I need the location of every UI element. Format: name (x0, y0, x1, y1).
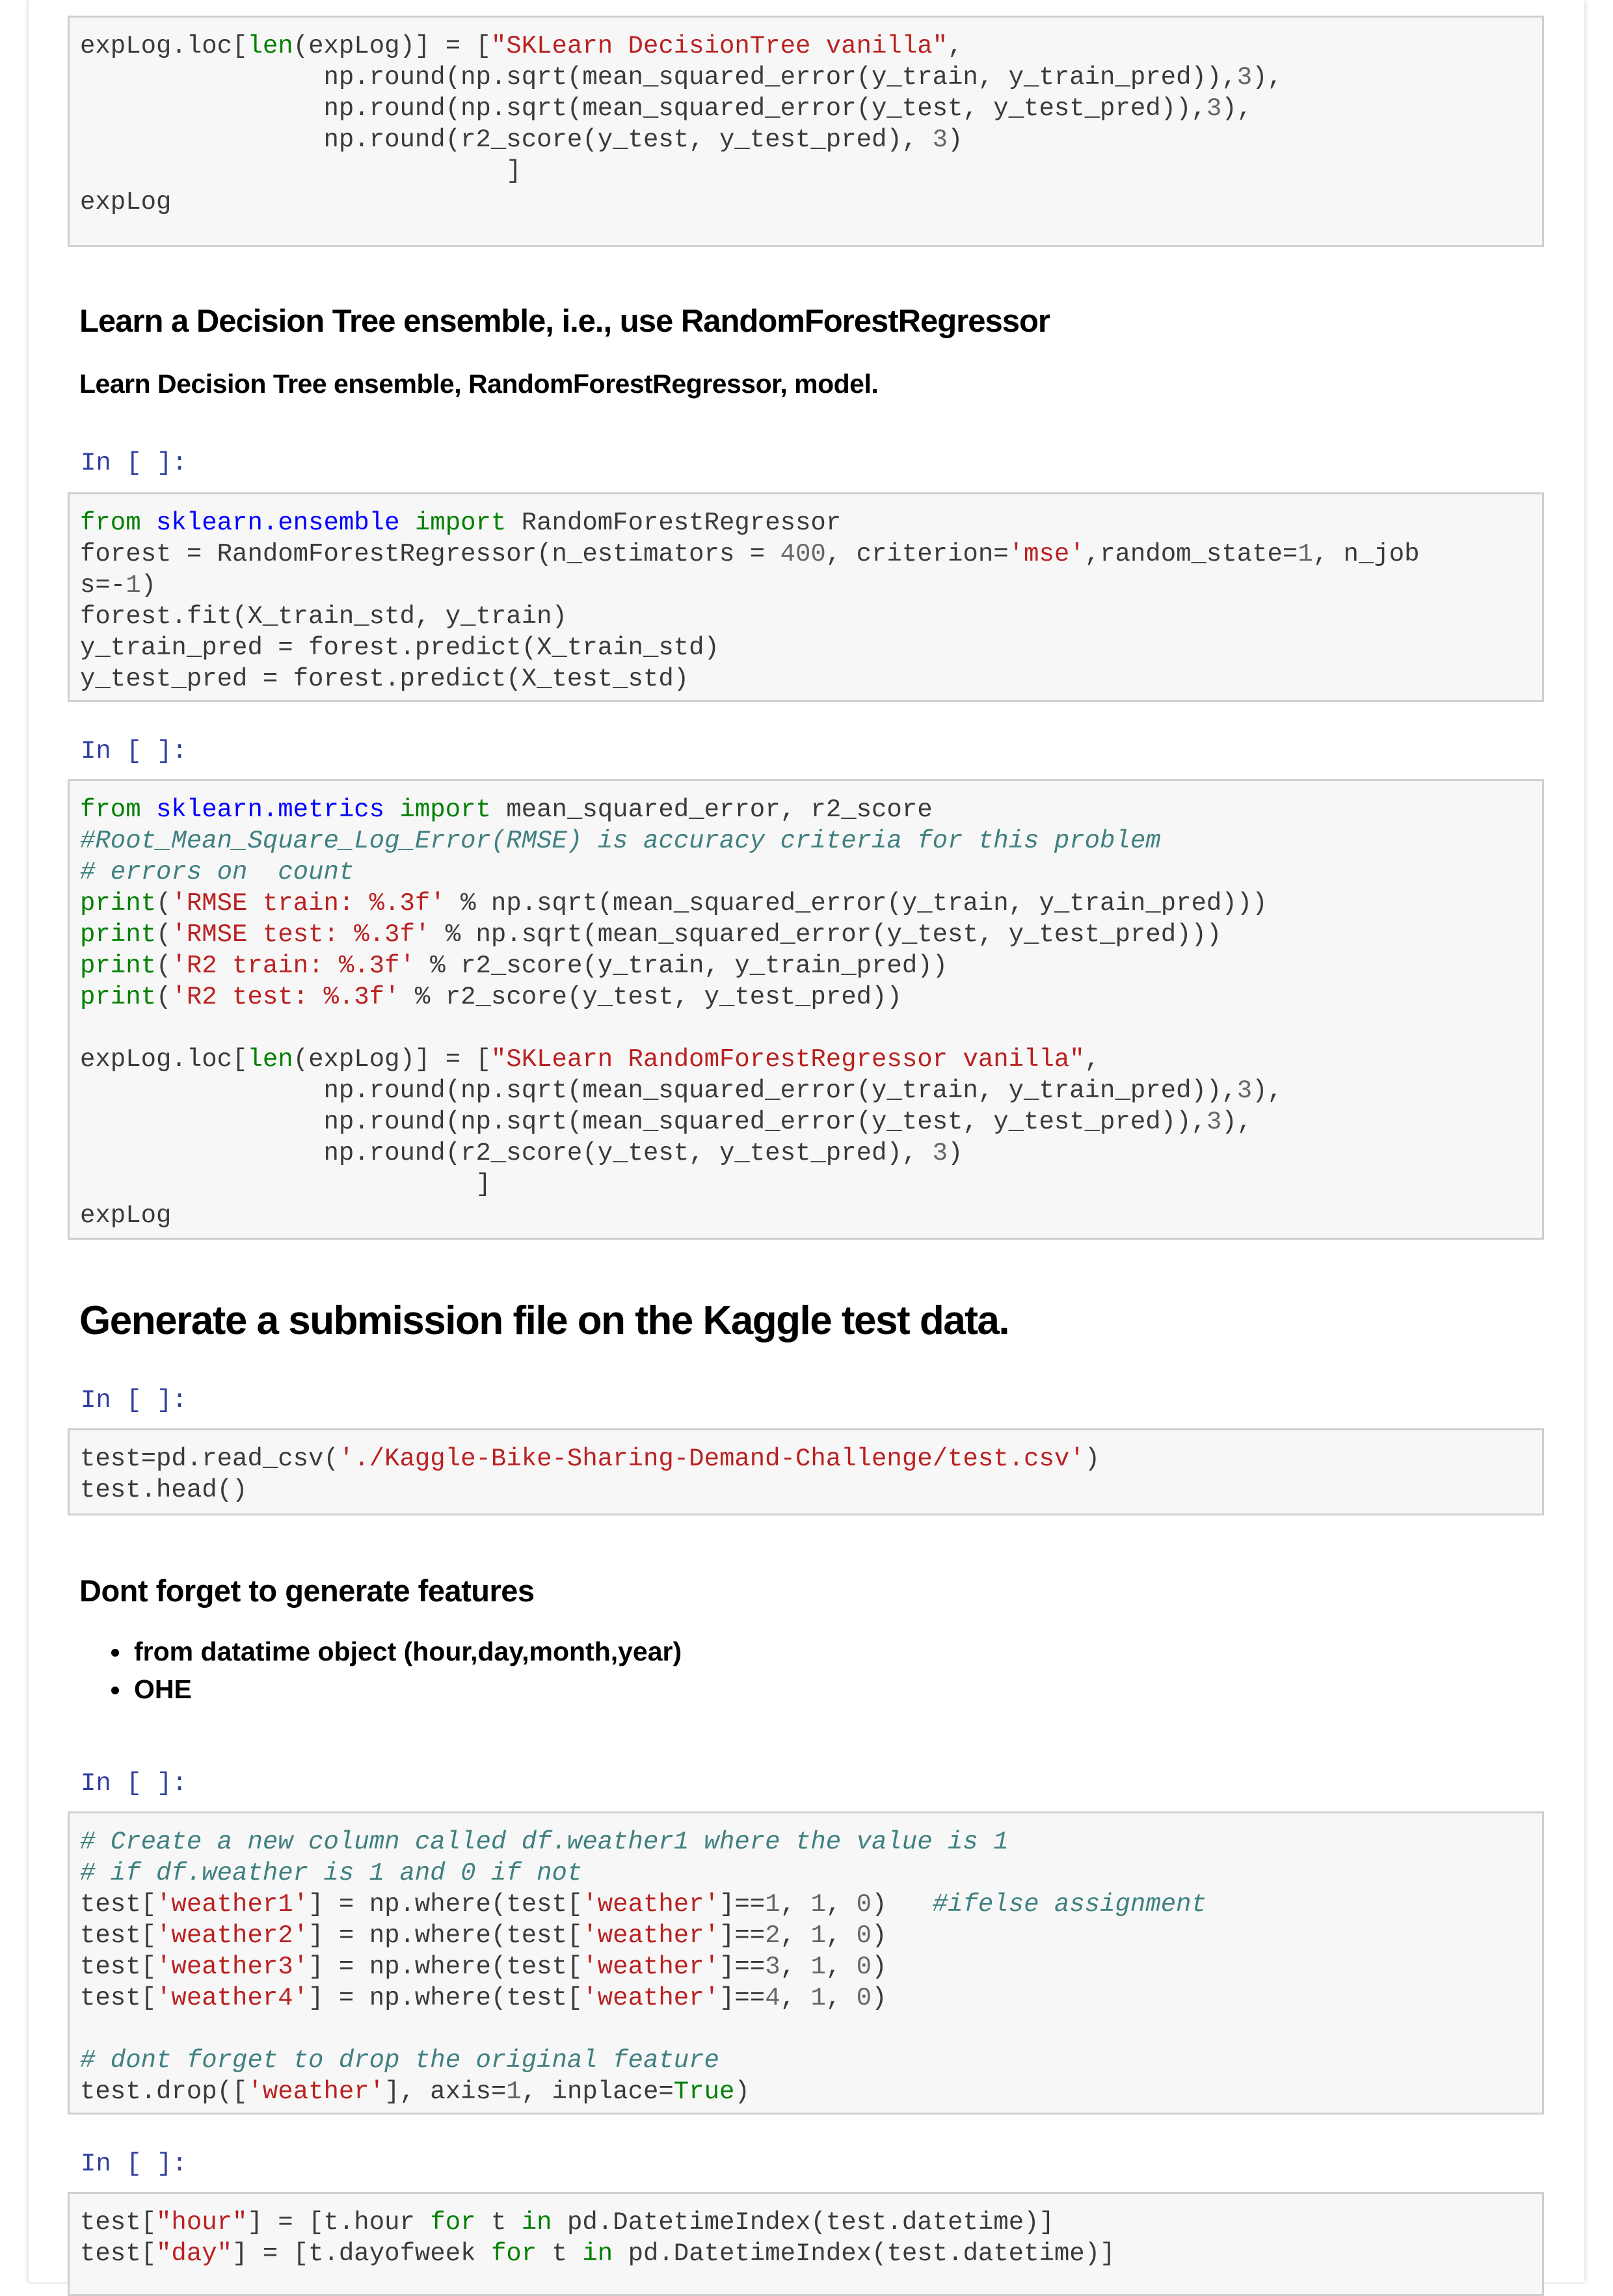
code-keyword: for (430, 2208, 476, 2237)
code-string: 'weather2' (156, 1921, 309, 1950)
code-text: t (475, 2208, 522, 2237)
code-text: ] = np.where(test[ (308, 1921, 583, 1950)
code-text: forest.fit(X_train_std, y_train) (80, 602, 567, 631)
code-number: 3 (1236, 63, 1253, 92)
code-text: ) (1084, 1445, 1100, 1473)
code-text: ), (1221, 1108, 1253, 1136)
code-comment: # errors on count (80, 858, 354, 887)
code-number: 1 (1298, 540, 1313, 568)
feature-list (79, 1633, 682, 1708)
code-text: y_train_pred = forest.predict(X_train_std) (80, 634, 719, 662)
code-number: 4 (765, 1984, 780, 2012)
code-number: 0 (856, 1921, 872, 1950)
code-string: 'weather' (247, 2077, 385, 2106)
code-text: np.round(np.sqrt(mean_squared_error(y_train, y_train_pred)), (80, 1076, 1237, 1105)
heading-random-forest: Learn a Decision Tree ensemble, i.e., use RandomForestRegressor (79, 304, 1050, 339)
code-number: 3 (1206, 1108, 1222, 1136)
code-number: 400 (780, 540, 826, 568)
code-string: "SKLearn RandomForestRegressor vanilla" (490, 1045, 1085, 1074)
code-line (80, 188, 171, 217)
code-text: s=- (80, 571, 126, 600)
code-text (141, 795, 156, 824)
code-line (80, 509, 841, 537)
code-number: 1 (126, 571, 141, 600)
input-prompt: In [ ]: (81, 1769, 187, 1798)
code-text (400, 509, 415, 537)
code-text: ) (872, 1921, 887, 1950)
code-line (80, 2046, 719, 2075)
code-text: ) (872, 1890, 933, 1919)
code-text: ( (156, 983, 172, 1011)
code-text: ] (80, 1170, 491, 1199)
code-editor[interactable] (80, 1443, 1532, 1506)
code-comment: # dont forget to drop the original feature (80, 2046, 719, 2075)
code-text: test.head() (80, 1476, 248, 1504)
code-text: ), (1252, 1076, 1283, 1105)
code-text: pd.DatetimeIndex(test.datetime)] (552, 2208, 1054, 2237)
list-item: • from datatime object (hour,day,month,year) (131, 1633, 682, 1670)
code-text: test[ (80, 1921, 157, 1950)
code-text: , (825, 1953, 857, 1981)
code-string: 'weather4' (156, 1984, 309, 2012)
code-line (80, 889, 1268, 918)
code-string: 'weather' (582, 1953, 719, 1981)
code-text: ( (156, 920, 172, 949)
code-line (80, 1076, 1283, 1105)
input-prompt: In [ ]: (81, 1386, 187, 1415)
code-text: test[ (80, 1890, 157, 1919)
code-text: , criterion= (825, 540, 1009, 568)
code-line (80, 1139, 963, 1168)
code-line (80, 1201, 171, 1230)
subheading-random-forest: Learn Decision Tree ensemble, RandomForestRegressor, model. (79, 369, 879, 399)
code-text: expLog.loc[ (80, 32, 248, 60)
code-text: , (948, 32, 963, 60)
code-line (80, 602, 567, 631)
code-text: test.drop([ (80, 2077, 248, 2106)
code-line (80, 983, 902, 1011)
code-line (80, 540, 1420, 568)
code-text: , (825, 1921, 857, 1950)
code-text: np.round(np.sqrt(mean_squared_error(y_train, y_train_pred)), (80, 63, 1237, 92)
code-number: 3 (765, 1953, 780, 1981)
code-namespace: sklearn.ensemble (156, 509, 400, 537)
code-number: 1 (810, 1953, 826, 1981)
code-text: test[ (80, 2208, 157, 2237)
code-text: RandomForestRegressor (506, 509, 842, 537)
code-text: % r2_score(y_test, y_test_pred)) (399, 983, 902, 1011)
input-prompt: In [ ]: (81, 449, 187, 477)
code-text: % r2_score(y_train, y_train_pred)) (414, 952, 948, 980)
input-prompt: In [ ]: (81, 2150, 187, 2178)
code-text: pd.DatetimeIndex(test.datetime)] (613, 2239, 1115, 2268)
code-line (80, 1921, 886, 1950)
code-text: ) (734, 2077, 750, 2106)
code-cell-weather-ohe[interactable] (68, 1811, 1544, 2115)
code-comment: #Root_Mean_Square_Log_Error(RMSE) is accuracy criteria for this problem (80, 827, 1161, 855)
code-line (80, 126, 963, 154)
code-line (80, 1953, 886, 1981)
notebook-page (29, 0, 1584, 2282)
code-line (80, 1445, 1100, 1473)
code-text: ]== (719, 1953, 766, 1981)
code-text: ) (872, 1984, 887, 2012)
code-text: ( (156, 889, 172, 918)
code-text: , (780, 1921, 811, 1950)
code-number: 0 (856, 1953, 872, 1981)
code-number: 2 (765, 1921, 780, 1950)
list-item: • OHE (131, 1670, 682, 1708)
input-prompt: In [ ]: (81, 737, 187, 766)
code-cell-datetime-features[interactable] (68, 2192, 1544, 2296)
code-text (141, 509, 156, 537)
code-text: expLog (80, 1201, 172, 1230)
code-number: 1 (506, 2077, 522, 2106)
code-number: 3 (932, 126, 948, 154)
code-keyword: import (399, 795, 491, 824)
code-editor[interactable] (80, 2207, 1532, 2269)
code-number: 1 (810, 1890, 826, 1919)
code-editor[interactable] (80, 794, 1532, 1231)
code-text: t (537, 2239, 583, 2268)
code-line (80, 1984, 886, 2012)
code-line (80, 665, 689, 693)
code-keyword: print (80, 920, 157, 949)
code-number: 3 (932, 1139, 948, 1168)
code-number: 1 (810, 1984, 826, 2012)
code-text: , (825, 1984, 857, 2012)
code-number: 0 (856, 1984, 872, 2012)
code-text: test[ (80, 1984, 157, 2012)
code-line (80, 1170, 491, 1199)
code-text: test[ (80, 1953, 157, 1981)
code-line (80, 795, 933, 824)
code-text: expLog.loc[ (80, 1045, 248, 1074)
code-keyword: len (247, 32, 293, 60)
code-text: (expLog)] = [ (293, 32, 491, 60)
code-string: 'R2 test: %.3f' (171, 983, 400, 1011)
code-cell-metrics[interactable] (68, 779, 1544, 1240)
code-text: , (780, 1984, 811, 2012)
code-cell-explog-decisiontree[interactable] (68, 16, 1544, 247)
code-text: mean_squared_error, r2_score (490, 795, 933, 824)
code-keyword: True (673, 2077, 735, 2106)
code-string: 'weather3' (156, 1953, 309, 1981)
code-line (80, 827, 1161, 855)
code-namespace: sklearn.metrics (156, 795, 385, 824)
code-number: 3 (1206, 94, 1222, 123)
code-text: , (1084, 1045, 1100, 1074)
code-text: test=pd.read_csv( (80, 1445, 339, 1473)
code-line (80, 634, 719, 662)
heading-submission: Generate a submission file on the Kaggle test data. (79, 1298, 1009, 1343)
code-text: np.round(np.sqrt(mean_squared_error(y_test, y_test_pred)), (80, 94, 1206, 123)
code-editor[interactable] (80, 1826, 1532, 2107)
code-keyword: print (80, 952, 157, 980)
code-line (80, 858, 354, 887)
code-number: 1 (765, 1890, 780, 1919)
code-text: ), (1252, 63, 1283, 92)
code-text: expLog (80, 188, 172, 217)
code-string: 'RMSE test: %.3f' (171, 920, 431, 949)
code-line (80, 2239, 1115, 2268)
code-text: np.round(np.sqrt(mean_squared_error(y_test, y_test_pred)), (80, 1108, 1206, 1136)
code-number: 0 (856, 1890, 872, 1919)
code-line (80, 2077, 750, 2106)
code-text: , n_job (1313, 540, 1420, 568)
code-text: (expLog)] = [ (293, 1045, 491, 1074)
code-string: 'weather' (582, 1921, 719, 1950)
code-keyword: print (80, 983, 157, 1011)
code-comment: #ifelse assignment (932, 1890, 1206, 1919)
code-line (80, 157, 522, 185)
code-text: ] = np.where(test[ (308, 1984, 583, 2012)
code-text: np.round(r2_score(y_test, y_test_pred), (80, 1139, 933, 1168)
code-text: ) (140, 571, 157, 600)
code-text: ] = [t.dayofweek (232, 2239, 491, 2268)
code-line (80, 2208, 1054, 2237)
code-line (80, 920, 1221, 949)
code-keyword: in (582, 2239, 613, 2268)
code-text: % np.sqrt(mean_squared_error(y_test, y_test_pred))) (430, 920, 1222, 949)
code-string: 'RMSE train: %.3f' (171, 889, 446, 918)
code-text: ]== (719, 1890, 766, 1919)
code-text: , (780, 1953, 811, 1981)
code-number: 3 (1236, 1076, 1253, 1105)
code-text: ) (872, 1953, 887, 1981)
code-line (80, 1859, 582, 1888)
code-text: ] (80, 157, 522, 185)
code-text: test[ (80, 2239, 157, 2268)
code-line (80, 1890, 1206, 1919)
code-text: ,random_state= (1084, 540, 1298, 568)
code-number: 1 (810, 1921, 826, 1950)
code-line (80, 94, 1252, 123)
code-text: , inplace= (521, 2077, 674, 2106)
code-string: "hour" (156, 2208, 248, 2237)
code-text: ), (1221, 94, 1253, 123)
code-text: , (825, 1890, 857, 1919)
code-text: ]== (719, 1921, 766, 1950)
code-line (80, 1108, 1252, 1136)
code-text: ) (948, 1139, 963, 1168)
heading-generate-features: Dont forget to generate features (79, 1573, 535, 1608)
code-keyword: print (80, 889, 157, 918)
code-string: 'weather1' (156, 1890, 309, 1919)
code-text: ]== (719, 1984, 766, 2012)
code-string: 'weather' (582, 1984, 719, 2012)
code-string: 'mse' (1008, 540, 1085, 568)
code-text: ], axis= (384, 2077, 507, 2106)
code-string: 'weather' (582, 1890, 719, 1919)
code-line (80, 571, 156, 600)
code-text: forest = RandomForestRegressor(n_estimators = (80, 540, 780, 568)
code-text: np.round(r2_score(y_test, y_test_pred), (80, 126, 933, 154)
code-cell-read-test-csv[interactable] (68, 1428, 1544, 1515)
code-text: ] = np.where(test[ (308, 1953, 583, 1981)
code-string: "day" (156, 2239, 233, 2268)
code-text: y_test_pred = forest.predict(X_test_std) (80, 665, 689, 693)
code-keyword: import (414, 509, 507, 537)
code-string: './Kaggle-Bike-Sharing-Demand-Challenge/test.csv' (338, 1445, 1085, 1473)
code-text: ) (948, 126, 963, 154)
code-line (80, 63, 1283, 92)
code-comment: # Create a new column called df.weather1 where the value is 1 (80, 1828, 1009, 1856)
code-text (384, 795, 399, 824)
code-text: ( (156, 952, 172, 980)
code-line (80, 1476, 247, 1504)
code-cell-random-forest-fit[interactable] (68, 492, 1544, 702)
code-text: , (780, 1890, 811, 1919)
code-editor[interactable] (80, 31, 1532, 218)
code-keyword: len (247, 1045, 293, 1074)
code-text: ] = [t.hour (247, 2208, 431, 2237)
code-keyword: from (80, 509, 141, 537)
code-line (80, 32, 963, 60)
code-keyword: from (80, 795, 141, 824)
code-line (80, 1045, 1100, 1074)
code-text: % np.sqrt(mean_squared_error(y_train, y_train_pred))) (445, 889, 1268, 918)
code-keyword: for (490, 2239, 537, 2268)
code-editor[interactable] (80, 507, 1532, 695)
code-line (80, 1828, 1009, 1856)
code-string: 'R2 train: %.3f' (171, 952, 415, 980)
code-text: ] = np.where(test[ (308, 1890, 583, 1919)
code-comment: # if df.weather is 1 and 0 if not (80, 1859, 583, 1888)
code-keyword: in (521, 2208, 552, 2237)
code-string: "SKLearn DecisionTree vanilla" (490, 32, 948, 60)
code-line (80, 952, 948, 980)
